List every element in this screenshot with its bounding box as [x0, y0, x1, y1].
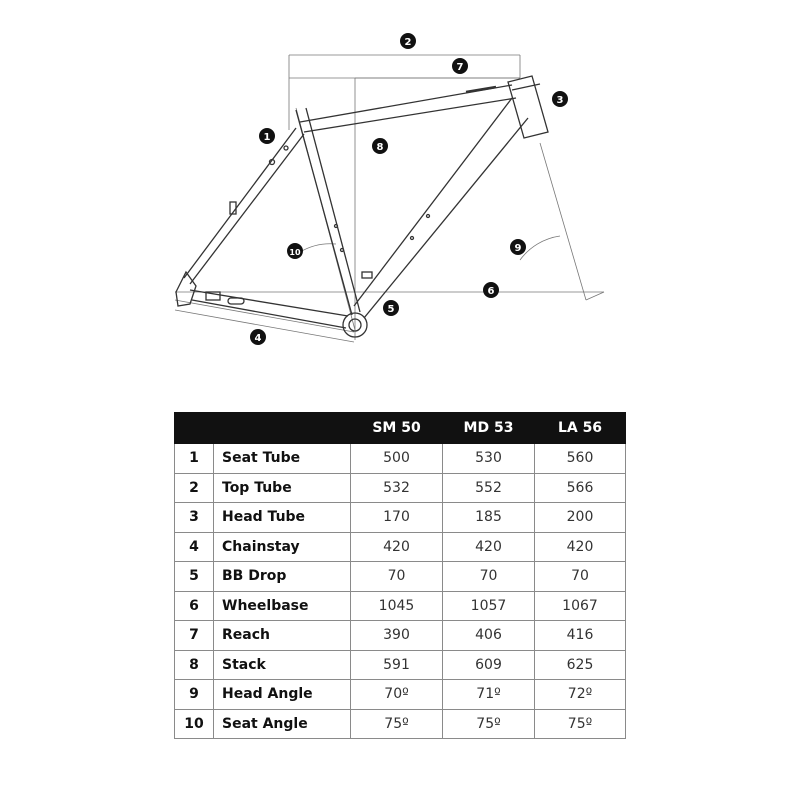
svg-text:10: 10 — [289, 248, 301, 257]
row-label: Seat Angle — [214, 709, 351, 739]
svg-text:7: 7 — [456, 62, 464, 73]
row-value: 70 — [351, 562, 443, 592]
table-row — [175, 473, 626, 503]
row-value: 500 — [351, 444, 443, 474]
row-value: 420 — [443, 532, 535, 562]
row-value: 560 — [535, 444, 626, 474]
header-label — [214, 413, 351, 444]
table-row — [175, 650, 626, 680]
row-value: 70 — [443, 562, 535, 592]
table-row — [175, 532, 626, 562]
row-number: 6 — [175, 591, 214, 621]
dimension-lines — [175, 55, 604, 342]
header-size-md: MD 53 — [443, 413, 535, 444]
callout-8 — [372, 138, 388, 154]
table-row — [175, 444, 626, 474]
row-label: Chainstay — [214, 532, 351, 562]
row-number: 5 — [175, 562, 214, 592]
row-label: BB Drop — [214, 562, 351, 592]
row-value: 552 — [443, 473, 535, 503]
row-value: 72º — [535, 680, 626, 710]
row-label: Wheelbase — [214, 591, 351, 621]
row-value: 1057 — [443, 591, 535, 621]
row-value: 406 — [443, 621, 535, 651]
svg-text:2: 2 — [404, 37, 412, 48]
row-value: 75º — [443, 709, 535, 739]
callout-6 — [483, 282, 499, 298]
row-value: 75º — [351, 709, 443, 739]
callout-1 — [259, 128, 275, 144]
row-value: 625 — [535, 650, 626, 680]
table-body — [175, 444, 626, 739]
row-value: 1067 — [535, 591, 626, 621]
row-number: 8 — [175, 650, 214, 680]
svg-text:5: 5 — [387, 304, 395, 315]
row-value: 70º — [351, 680, 443, 710]
table-row — [175, 709, 626, 739]
callout-7 — [452, 58, 468, 74]
callout-10 — [287, 243, 303, 259]
svg-text:8: 8 — [376, 142, 384, 153]
row-value: 532 — [351, 473, 443, 503]
row-value: 70 — [535, 562, 626, 592]
row-value: 566 — [535, 473, 626, 503]
row-value: 1045 — [351, 591, 443, 621]
row-label: Seat Tube — [214, 444, 351, 474]
header-size-la: LA 56 — [535, 413, 626, 444]
callout-badges — [250, 33, 568, 345]
callout-4 — [250, 329, 266, 345]
callout-2 — [400, 33, 416, 49]
row-label: Stack — [214, 650, 351, 680]
row-value: 390 — [351, 621, 443, 651]
header-size-sm: SM 50 — [351, 413, 443, 444]
svg-text:9: 9 — [514, 243, 522, 254]
row-value: 420 — [351, 532, 443, 562]
row-number: 2 — [175, 473, 214, 503]
table-row — [175, 591, 626, 621]
callout-5 — [383, 300, 399, 316]
row-label: Head Angle — [214, 680, 351, 710]
table-row — [175, 680, 626, 710]
svg-text:3: 3 — [556, 95, 564, 106]
row-value: 416 — [535, 621, 626, 651]
row-value: 170 — [351, 503, 443, 533]
table-row — [175, 562, 626, 592]
svg-text:6: 6 — [487, 286, 495, 297]
row-value: 71º — [443, 680, 535, 710]
row-number: 10 — [175, 709, 214, 739]
row-value: 609 — [443, 650, 535, 680]
row-number: 9 — [175, 680, 214, 710]
row-number: 4 — [175, 532, 214, 562]
table-header — [175, 413, 626, 444]
table-row — [175, 503, 626, 533]
table-row — [175, 621, 626, 651]
row-label: Top Tube — [214, 473, 351, 503]
header-row — [175, 413, 626, 444]
row-label: Head Tube — [214, 503, 351, 533]
row-value: 530 — [443, 444, 535, 474]
svg-text:1: 1 — [263, 132, 271, 143]
row-number: 1 — [175, 444, 214, 474]
frame-geometry-diagram — [0, 0, 800, 380]
row-value: 420 — [535, 532, 626, 562]
row-number: 3 — [175, 503, 214, 533]
row-value: 591 — [351, 650, 443, 680]
row-value: 75º — [535, 709, 626, 739]
row-value: 200 — [535, 503, 626, 533]
callout-3 — [552, 91, 568, 107]
row-label: Reach — [214, 621, 351, 651]
row-value: 185 — [443, 503, 535, 533]
geometry-table — [174, 412, 626, 739]
row-number: 7 — [175, 621, 214, 651]
svg-text:4: 4 — [254, 333, 262, 344]
callout-9 — [510, 239, 526, 255]
header-num — [175, 413, 214, 444]
